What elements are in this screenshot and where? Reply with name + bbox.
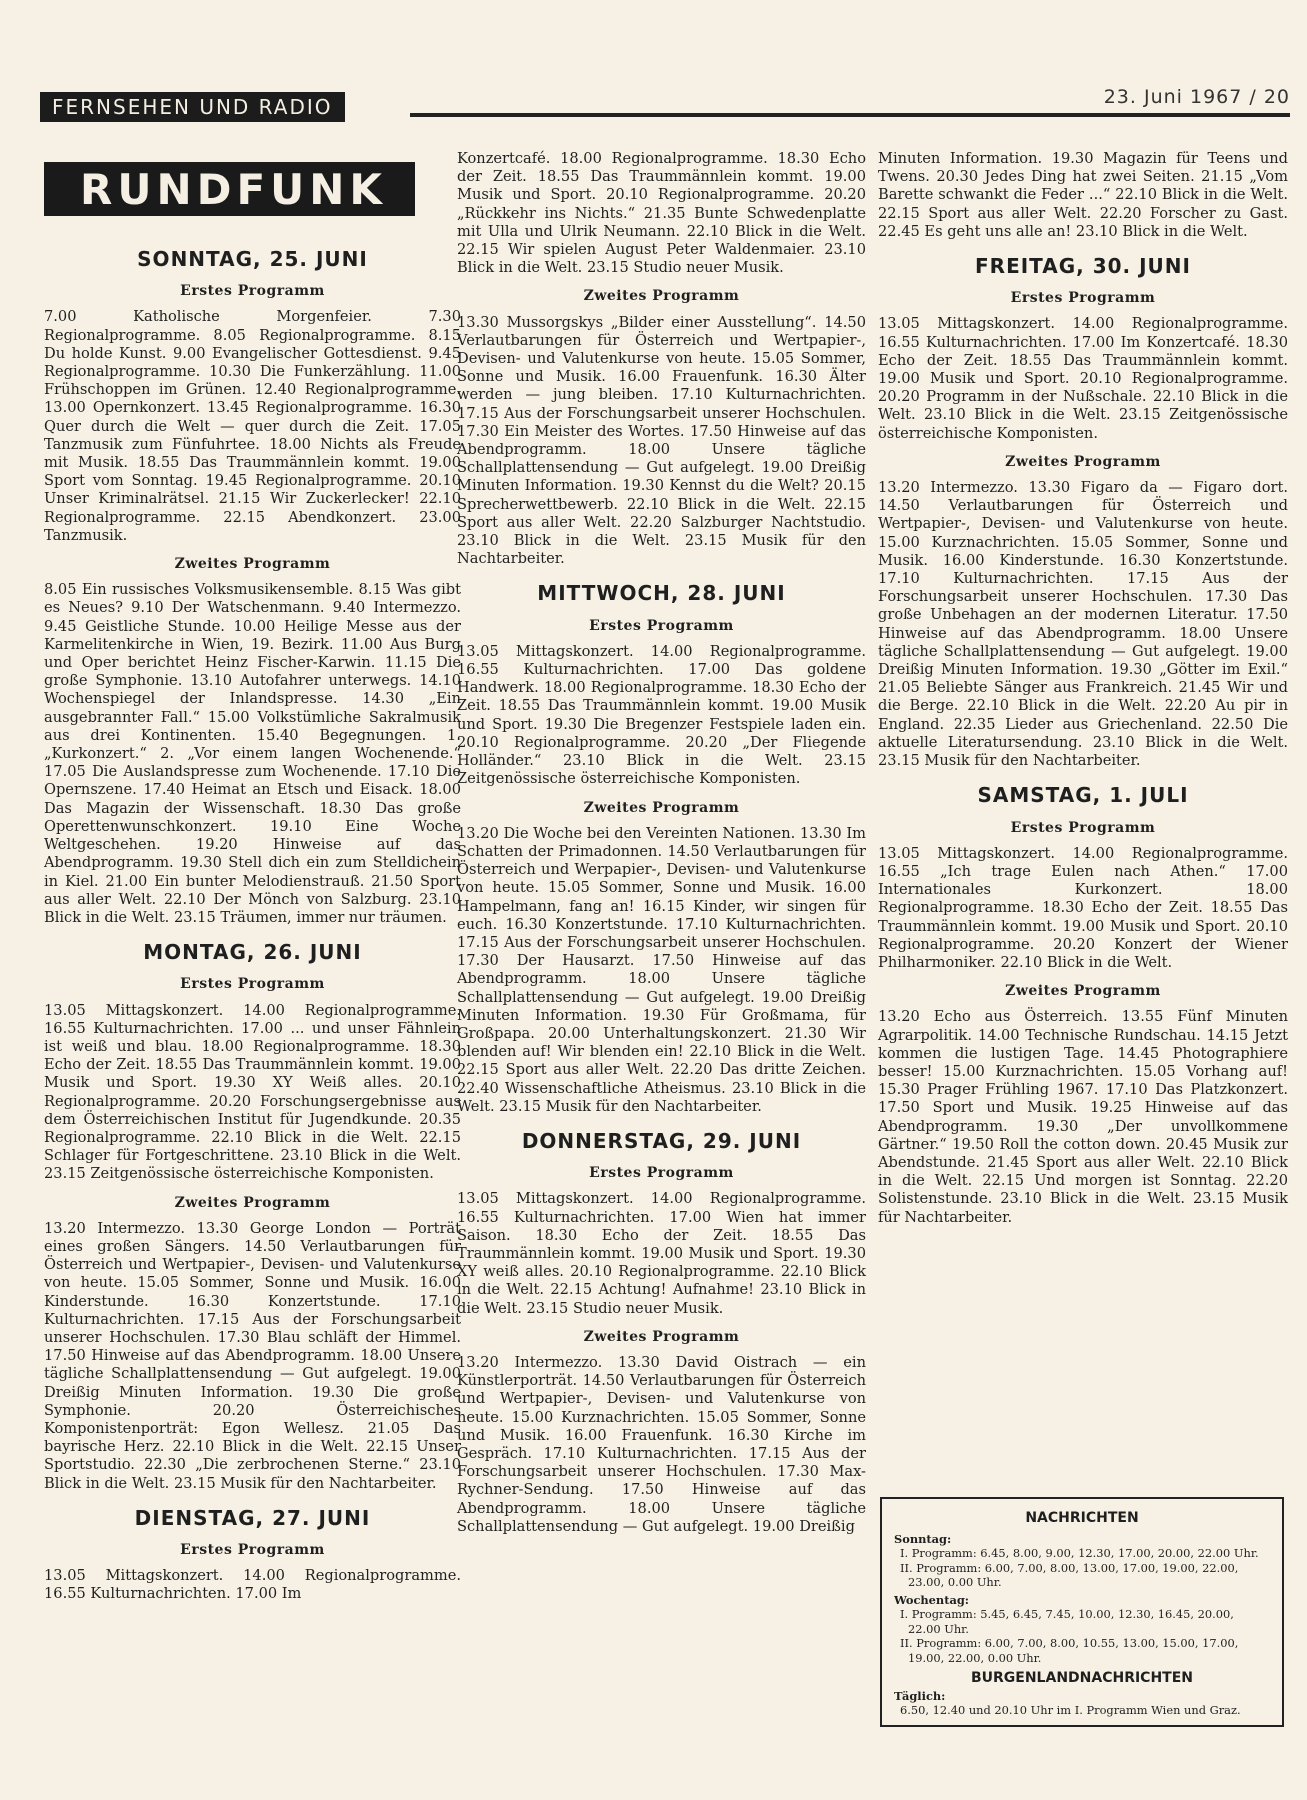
- program-heading: Zweites Programm: [583, 799, 740, 816]
- rundfunk-title: RUNDFUNK: [44, 162, 415, 216]
- schedule-text: 13.30 Mussorgskys „Bilder einer Ausstellung“. 14.50 Verlautbarungen für Österreich und Wertpapier-, Devisen- und Valutenkurse von heute. 15.05 Sommer, Sonne und Musik. 16.00 Frauenfunk. 16.30 Älter werden — jung bleiben. 17.10 Kulturnachrichten. 17.15 Aus der Forschungsarbeit unserer Hochschulen. 17.30 Ein Meister des Wortes. 17.50 Hinweise auf das Abendprogramm. 18.00 Unsere tägliche Schallplattensendung — Gut aufgelegt. 19.00 Dreißig Minuten Information. 19.30 Kennst du die Welt? 20.15 Sprecherwettbewerb. 22.10 Blick in die Welt. 22.15 Sport aus aller Welt. 22.20 Salzburger Nachtstudio. 23.10 Blick in die Welt. 23.15 Musik für den Nachtarbeiter.: [457, 313, 866, 568]
- schedule-text: 13.05 Mittagskonzert. 14.00 Regionalprogramme. 16.55 Kulturnachrichten. 17.00 Im: [44, 1567, 461, 1603]
- news-day-label: Sonntag:: [894, 1531, 952, 1546]
- schedule-text: 13.05 Mittagskonzert. 14.00 Regionalprogramme. 16.55 Kulturnachrichten. 17.00 Im Konzertcafé. 18.30 Echo der Zeit. 18.55 Das Traummännlein kommt. 19.00 Musik und Sport. 20.10 Regionalprogramme. 20.20 Programm in der Nußschale. 22.10 Blick in die Welt. 23.10 Blick in die Welt. 23.15 Zeitgenössische österreichische Komponisten.: [878, 315, 1288, 442]
- news-times: II. Programm: 6.00, 7.00, 8.00, 13.00, 17.00, 19.00, 22.00, 23.00, 0.00 Uhr.: [900, 1560, 1239, 1589]
- news-times: 6.50, 12.40 und 20.10 Uhr im I. Programm Wien und Graz.: [900, 1703, 1241, 1717]
- schedule-text: 13.20 Intermezzo. 13.30 Figaro da — Figaro dort. 14.50 Verlautbarungen für Österreich und Wertpapier-, Devisen- und Valutenkurse von heute. 15.00 Kurznachrichten. 15.05 Sommer, Sonne und Musik. 16.00 Kinderstunde. 16.30 Konzertstunde. 17.10 Kulturnachrichten. 17.15 Aus der Forschungsarbeit unserer Hochschulen. 17.30 Das große Unbehagen an der modernen Literatur. 17.50 Hinweise auf das Abendprogramm. 18.00 Unsere tägliche Schallplattensendung — Gut aufgelegt. 19.00 Dreißig Minuten Information. 19.30 „Götter im Exil.“ 21.05 Beliebte Sänger aus Frankreich. 21.45 Wir und die Berge. 22.10 Blick in die Welt. 22.20 Au pir in England. 22.35 Lieder aus Griechenland. 22.50 Die aktuelle Literatursendung. 23.10 Blick in die Welt. 23.15 Musik für den Nachtarbeiter.: [878, 479, 1288, 770]
- news-times: II. Programm: 6.00, 7.00, 8.00, 10.55, 13.00, 15.00, 17.00, 19.00, 22.00, 0.00 Uhr.: [900, 1636, 1239, 1665]
- program-heading: Zweites Programm: [1005, 453, 1161, 470]
- schedule-text: 7.00 Katholische Morgenfeier. 7.30 Regionalprogramme. 8.05 Regionalprogramme. 8.15 Du holde Kunst. 9.00 Evangelischer Gottesdienst. 9.45 Regionalprogramme. 10.30 Die Funkerzählung. 11.00 Frühschoppen im Grünen. 12.40 Regionalprogramme. 13.00 Opernkonzert. 13.45 Regionalprogramme. 16.30 Quer durch die Welt — quer durch die Zeit. 17.05 Tanzmusik zum Fünfuhrtee. 18.00 Nichts als Freude mit Musik. 18.55 Das Traummännlein kommt. 19.00 Sport vom Sonntag. 19.45 Regionalprogramme. 20.10 Unser Kriminalrätsel. 21.15 Wir Zuckerlecker! 22.10 Regionalprogramme. 22.15 Abendkonzert. 23.00 Tanzmusik.: [44, 308, 461, 544]
- day-heading-samstag: SAMSTAG, 1. JULI: [977, 783, 1189, 808]
- day-heading-freitag: FREITAG, 30. JUNI: [975, 254, 1191, 279]
- program-heading: Zweites Programm: [174, 556, 331, 573]
- news-times: I. Programm: 5.45, 6.45, 7.45, 10.00, 12.30, 16.45, 20.00, 22.00 Uhr.: [900, 1607, 1234, 1636]
- page-header: [40, 86, 1290, 126]
- burgenland-title: BURGENLANDNACHRICHTEN: [970, 1670, 1194, 1686]
- program-heading: Erstes Programm: [589, 1165, 734, 1182]
- program-heading: Zweites Programm: [583, 1328, 740, 1345]
- column-3: [878, 150, 1288, 1231]
- day-heading-dienstag: DIENSTAG, 27. JUNI: [134, 1505, 371, 1530]
- program-heading: Erstes Programm: [180, 283, 325, 300]
- section-tag: FERNSEHEN UND RADIO: [40, 92, 345, 122]
- program-heading: Zweites Programm: [583, 288, 740, 305]
- schedule-text: Minuten Information. 19.30 Magazin für Teens und Twens. 20.30 Jedes Ding hat zwei Seiten. 21.15 „Vom Barette schwankt die Feder ...“ 22.10 Blick in die Welt. 22.15 Sport aus aller Welt. 22.20 Forscher zu Gast. 22.45 Es geht uns alle an! 23.10 Blick in die Welt.: [878, 150, 1288, 240]
- news-day-label: Täglich:: [894, 1688, 946, 1703]
- schedule-text: 8.05 Ein russisches Volksmusikensemble. 8.15 Was gibt es Neues? 9.10 Der Watschenmann. 9.40 Intermezzo. 9.45 Geistliche Stunde. 10.00 Heilige Messe aus der Karmelitenkirche in Wien, 19. Bezirk. 11.00 Aus Burg und Oper berichtet Heinz Fischer-Karwin. 11.15 Die große Symphonie. 13.10 Autofahrer unterwegs. 14.10 Wochenspiegel der Inlandspresse. 14.30 „Ein ausgebrannter Fall.“ 15.00 Volkstümliche Sakralmusik aus drei Kontinenten. 15.40 Begegnungen. 1. „Kurkonzert.“ 2. „Vor einem langen Wochenende.“ 17.05 Die Auslandspresse zum Wochenende. 17.10 Die Opernszene. 17.40 Heimat an Etsch und Eisack. 18.00 Das Magazin der Wissenschaft. 18.30 Das große Operettenwunschkonzert. 19.10 Eine Woche Weltgeschehen. 19.20 Hinweise auf das Abendprogramm. 19.30 Stell dich ein zum Stelldichein in Kiel. 21.00 Ein bunter Melodienstrauß. 21.50 Sport aus aller Welt. 22.10 Der Mönch von Salzburg. 23.10 Blick in die Welt. 23.15 Träumen, immer nur träumen.: [44, 581, 461, 926]
- schedule-text: 13.20 Echo aus Österreich. 13.55 Fünf Minuten Agrarpolitik. 14.00 Technische Rundschau. 14.15 Jetzt kommen die lustigen Tage. 14.45 Photographiere besser! 15.00 Kurznachrichten. 15.05 Vorhang auf! 15.30 Prager Frühling 1967. 17.10 Das Platzkonzert. 17.50 Sport und Musik. 19.25 Hinweise auf das Abendprogramm. 19.30 „Der unvollkommene Gärtner.“ 19.50 Roll the cotton down. 20.45 Musik zur Abendstunde. 21.45 Sport aus aller Welt. 22.10 Blick in die Welt. 22.15 Und morgen ist Sonntag. 22.20 Solistenstunde. 23.10 Blick in die Welt. 23.15 Musik für Nachtarbeiter.: [878, 1008, 1288, 1226]
- day-heading-mittwoch: MITTWOCH, 28. JUNI: [537, 581, 786, 606]
- news-times: I. Programm: 6.45, 8.00, 9.00, 12.30, 17.00, 20.00, 22.00 Uhr.: [900, 1546, 1259, 1560]
- program-heading: Zweites Programm: [1005, 983, 1161, 1000]
- schedule-text: 13.20 Die Woche bei den Vereinten Nationen. 13.30 Im Schatten der Primadonnen. 14.50 Verlautbarungen für Österreich und Werpapier-, Devisen- und Valutenkurse von heute. 15.05 Sommer, Sonne und Musik. 16.00 Hampelmann, fang an! 16.15 Kinder, wir singen für euch. 16.30 Konzertstunde. 17.10 Kulturnachrichten. 17.15 Aus der Forschungsarbeit unserer Hochschulen. 17.30 Der Hausarzt. 17.50 Hinweise auf das Abendprogramm. 18.00 Unsere tägliche Schallplattensendung — Gut aufgelegt. 19.00 Dreißig Minuten Information. 19.30 Für Großmama, für Großpapa. 20.00 Unterhaltungskonzert. 21.30 Wir blenden auf! Wir blenden ein! 22.10 Blick in die Welt. 22.15 Sport aus aller Welt. 22.20 Das dritte Zeichen. 22.40 Wissenschaftliche Atheismus. 23.10 Blick in die Welt. 23.15 Musik für den Nachtarbeiter.: [457, 824, 866, 1115]
- schedule-text: Konzertcafé. 18.00 Regionalprogramme. 18.30 Echo der Zeit. 18.55 Das Traummännlein kommt. 19.00 Musik und Sport. 20.10 Regionalprogramme. 20.20 „Rückkehr ins Nichts.“ 21.35 Bunte Schwedenplatte mit Ulla und Ulrik Neumann. 22.10 Blick in die Welt. 22.15 Wir spielen August Peter Waldenmaier. 23.10 Blick in die Welt. 23.15 Studio neuer Musik.: [457, 150, 866, 277]
- program-heading: Erstes Programm: [1010, 290, 1156, 307]
- column-1: [44, 150, 461, 1608]
- news-day-label: Wochentag:: [894, 1592, 970, 1607]
- program-heading: Erstes Programm: [180, 976, 325, 993]
- nachrichten-title: NACHRICHTEN: [1025, 1510, 1139, 1526]
- schedule-text: 13.20 Intermezzo. 13.30 David Oistrach — ein Künstlerporträt. 14.50 Verlautbarungen für Österreich und Wertpapier-, Devisen- und Valutenkurse von heute. 15.00 Kurznachrichten. 15.05 Sommer, Sonne und Musik. 16.00 Frauenfunk. 16.30 Kirche im Gespräch. 17.10 Kulturnachrichten. 17.15 Aus der Forschungsarbeit unserer Hochschulen. 17.30 Max-Rychner-Sendung. 17.50 Hinweise auf das Abendprogramm. 18.00 Unsere tägliche Schallplattensendung — Gut aufgelegt. 19.00 Dreißig: [457, 1353, 866, 1535]
- schedule-text: 13.05 Mittagskonzert. 14.00 Regionalprogramme. 16.55 Kulturnachrichten. 17.00 ... und unser Fähnlein ist weiß und blau. 18.00 Regionalprogramme. 18.30 Echo der Zeit. 18.55 Das Traummännlein kommt. 19.00 Musik und Sport. 19.30 XY Weiß alles. 20.10 Regionalprogramme. 20.20 Forschungsergebnisse aus dem Österreichischen Institut für Jugendkunde. 20.35 Regionalprogramme. 22.10 Blick in die Welt. 22.15 Schlager für Fortgeschrittene. 23.10 Blick in die Welt. 23.15 Zeitgenössische österreichische Komponisten.: [44, 1001, 461, 1183]
- program-heading: Erstes Programm: [589, 617, 734, 634]
- day-heading-donnerstag: DONNERSTAG, 29. JUNI: [521, 1128, 802, 1153]
- column-2: [457, 150, 866, 1540]
- header-rule: [410, 113, 1290, 117]
- date-page-number: 23. Juni 1967 / 20: [1096, 86, 1290, 108]
- day-heading-sonntag: SONNTAG, 25. JUNI: [137, 247, 368, 271]
- schedule-text: 13.05 Mittagskonzert. 14.00 Regionalprogramme. 16.55 Kulturnachrichten. 17.00 Das goldene Handwerk. 18.00 Regionalprogramme. 18.30 Echo der Zeit. 18.55 Das Traummännlein kommt. 19.00 Musik und Sport. 19.30 Die Bregenzer Festspiele laden ein. 20.10 Regionalprogramme. 20.20 „Der Fliegende Holländer.“ 23.10 Blick in die Welt. 23.15 Zeitgenössische österreichische Komponisten.: [457, 642, 866, 788]
- program-heading: Zweites Programm: [174, 1194, 331, 1211]
- schedule-text: 13.05 Mittagskonzert. 14.00 Regionalprogramme. 16.55 Kulturnachrichten. 17.00 Wien hat immer Saison. 18.30 Echo der Zeit. 18.55 Das Traummännlein kommt. 19.00 Musik und Sport. 19.30 XY weiß alles. 20.10 Regionalprogramme. 22.10 Blick in die Welt. 22.15 Achtung! Aufnahme! 23.10 Blick in die Welt. 23.15 Studio neuer Musik.: [457, 1190, 866, 1317]
- program-heading: Erstes Programm: [1010, 819, 1156, 836]
- program-heading: Erstes Programm: [180, 1542, 325, 1558]
- nachrichten-box: [880, 1497, 1284, 1727]
- day-heading-montag: MONTAG, 26. JUNI: [143, 940, 362, 965]
- schedule-text: 13.05 Mittagskonzert. 14.00 Regionalprogramme. 16.55 „Ich trage Eulen nach Athen.“ 17.00 Internationales Kurkonzert. 18.00 Regionalprogramme. 18.30 Echo der Zeit. 18.55 Das Traummännlein kommt. 19.00 Musik und Sport. 20.10 Regionalprogramme. 20.20 Konzert der Wiener Philharmoniker. 22.10 Blick in die Welt.: [878, 844, 1288, 971]
- schedule-text: 13.20 Intermezzo. 13.30 George London — Porträt eines großen Sängers. 14.50 Verlautbarungen für Österreich und Wertpapier-, Devisen- und Valutenkurse von heute. 15.05 Sommer, Sonne und Musik. 16.00 Kinderstunde. 16.30 Konzertstunde. 17.10 Kulturnachrichten. 17.15 Aus der Forschungsarbeit unserer Hochschulen. 17.30 Blau schläft der Himmel. 17.50 Hinweise auf das Abendprogramm. 18.00 Unsere tägliche Schallplattensendung — Gut aufgelegt. 19.00 Dreißig Minuten Information. 19.30 Die große Symphonie. 20.20 Österreichisches Komponistenporträt: Egon Wellesz. 21.05 Das bayrische Herz. 22.10 Blick in die Welt. 22.15 Unser Sportstudio. 22.30 „Die zerbrochenen Sterne.“ 23.10 Blick in die Welt. 23.15 Musik für den Nachtarbeiter.: [44, 1219, 461, 1492]
